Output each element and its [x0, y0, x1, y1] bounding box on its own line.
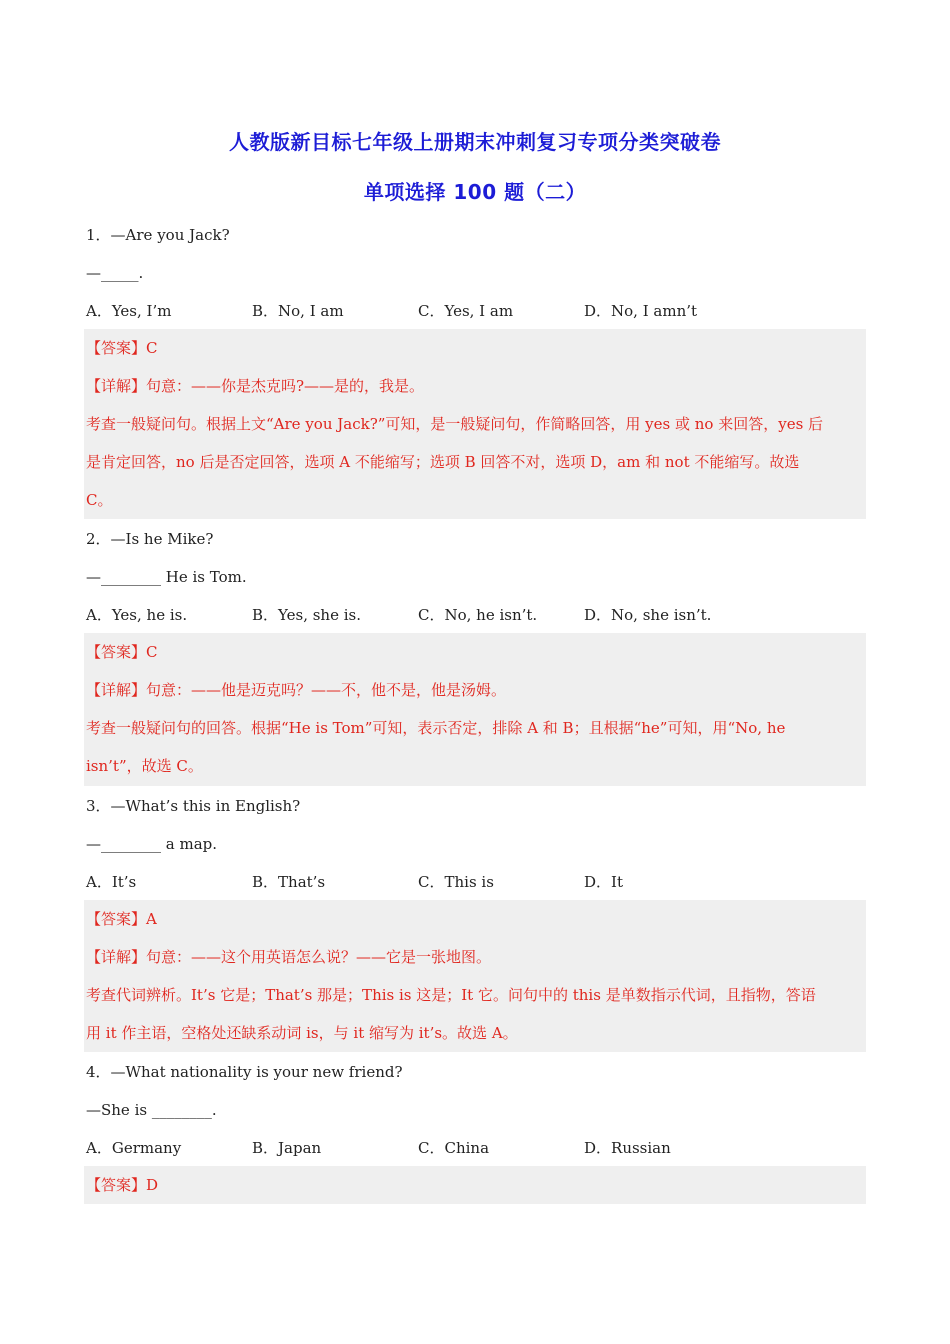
- answer-label: 【答案】D: [86, 1176, 159, 1194]
- question-3-stem: 3．—What’s this in English?: [86, 797, 301, 815]
- explanation-line: 考查一般疑问句。根据上文“Are you Jack?”可知，是一般疑问句，作简略回答，用 yes 或 no 来回答，yes 后: [86, 415, 824, 433]
- explanation-line: 【详解】句意：——他是迈克吗？——不，他不是，他是汤姆。: [86, 681, 507, 699]
- explanation-line: isn’t”，故选 C。: [86, 757, 203, 775]
- explanation-line: 用 it 作主语，空格处还缺系动词 is，与 it 缩写为 it’s。故选 A。: [86, 1024, 518, 1042]
- question-3-options: [86, 871, 886, 893]
- option-d: D．It: [584, 873, 623, 891]
- option-b: B．Japan: [252, 1139, 322, 1157]
- explanation-line: 考查代词辨析。It’s 它是；That’s 那是；This is 这是；It 它。问句中的 this 是单数指示代词，且指物，答语: [86, 986, 816, 1004]
- answer-label: 【答案】C: [86, 643, 158, 661]
- question-1-options: [86, 300, 886, 322]
- option-b: B．That’s: [252, 873, 326, 891]
- explanation-line: 【详解】句意：——你是杰克吗?——是的，我是。: [86, 377, 425, 395]
- option-c: C．This is: [418, 873, 494, 891]
- question-4-stem: 4．—What nationality is your new friend?: [86, 1063, 403, 1081]
- question-2-stem: 2．—Is he Mike?: [86, 530, 214, 548]
- explanation-line: 【详解】句意：——这个用英语怎么说？——它是一张地图。: [86, 948, 492, 966]
- option-d: D．No, I amn’t: [584, 302, 698, 320]
- answer-box-1: [84, 329, 866, 519]
- question-1-blank: —_____.: [86, 264, 144, 282]
- question-4-blank: —She is ________.: [86, 1101, 217, 1119]
- question-1-stem: 1．—Are you Jack?: [86, 226, 230, 244]
- option-a: A．Germany: [86, 1139, 182, 1157]
- option-d: D．Russian: [584, 1139, 671, 1157]
- option-b: B．Yes, she is.: [252, 606, 361, 624]
- document-title: 人教版新目标七年级上册期末冲刺复习专项分类突破卷: [229, 130, 721, 154]
- question-4-options: [86, 1137, 886, 1159]
- option-c: C．Yes, I am: [418, 302, 514, 320]
- explanation-line: 考查一般疑问句的回答。根据“He is Tom”可知，表示否定，排除 A 和 B；且根据“he”可知，用“No, he: [86, 719, 786, 737]
- option-a: A．It’s: [86, 873, 137, 891]
- option-c: C．No, he isn’t.: [418, 606, 538, 624]
- answer-box-3: [84, 900, 866, 1052]
- answer-label: 【答案】A: [86, 910, 157, 928]
- option-a: A．Yes, I’m: [86, 302, 172, 320]
- explanation-line: 是肯定回答，no 后是否定回答，选项 A 不能缩写；选项 B 回答不对，选项 D，am 和 not 不能缩写。故选: [86, 453, 800, 471]
- answer-box-4: [84, 1166, 866, 1204]
- answer-label: 【答案】C: [86, 339, 158, 357]
- explanation-line: C。: [86, 491, 113, 509]
- option-d: D．No, she isn’t.: [584, 606, 712, 624]
- question-2-options: [86, 604, 886, 626]
- answer-box-2: [84, 633, 866, 786]
- question-2-blank: —________ He is Tom.: [86, 568, 247, 586]
- option-b: B．No, I am: [252, 302, 344, 320]
- document-subtitle: 单项选择 100 题（二）: [363, 180, 587, 204]
- option-a: A．Yes, he is.: [86, 606, 188, 624]
- question-3-blank: —________ a map.: [86, 835, 218, 853]
- option-c: C．China: [418, 1139, 490, 1157]
